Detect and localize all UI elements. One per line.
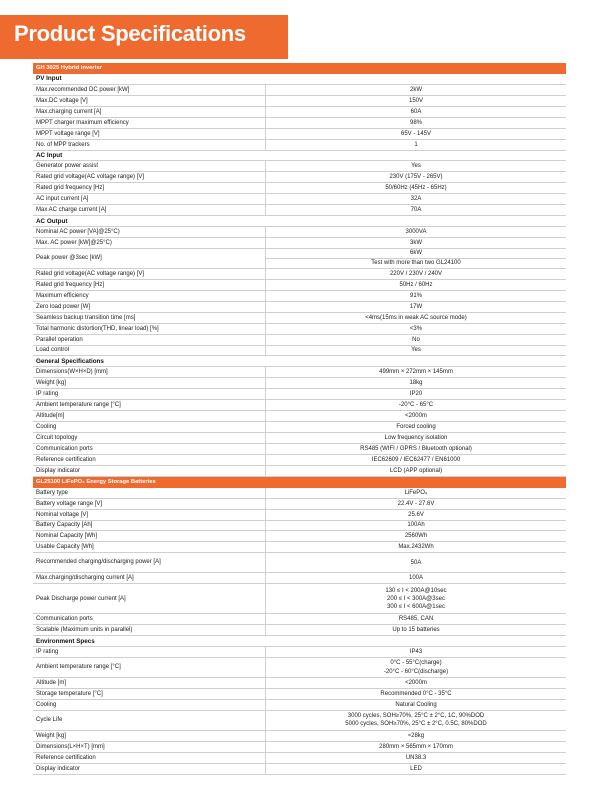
- inverter-section-header: GH 3025 Hybrid inverter: [33, 63, 566, 74]
- table-row: [33, 444, 566, 455]
- table-row: [33, 107, 566, 118]
- table-row: [33, 711, 566, 731]
- ac-output-rows-b: [33, 269, 566, 357]
- table-row: [33, 140, 566, 151]
- spec-label: IP rating: [33, 647, 266, 657]
- spec-value: 150V: [408, 97, 423, 104]
- environment-rows-b: [33, 731, 566, 775]
- spec-value: RS485 (WIFI / GPRS / Bluetooth optional): [360, 445, 472, 452]
- spec-label: Reference certification: [33, 455, 266, 465]
- spec-label: Max.DC voltage [V]: [33, 96, 266, 106]
- spec-value: LED: [410, 765, 422, 772]
- spec-value: 230V (175V - 265V): [389, 174, 443, 181]
- spec-label: Cooling: [33, 700, 266, 710]
- spec-value: 300 ≤ I < 600A@1sec: [387, 603, 445, 610]
- table-row: [33, 499, 566, 510]
- spec-value: <3%: [409, 325, 423, 332]
- spec-value: Up to 15 batteries: [392, 627, 440, 634]
- spec-label: Max. AC power [kW]@25°C): [33, 238, 266, 248]
- table-row: [33, 466, 566, 477]
- table-row: [33, 422, 566, 433]
- spec-value: 200 ≤ I < 300A@3sec: [387, 595, 445, 602]
- table-row: [33, 488, 566, 499]
- battery-rows-a: [33, 488, 566, 554]
- battery-rows-b: [33, 614, 566, 636]
- spec-label: Altitude[m]: [33, 411, 266, 421]
- table-row: [33, 367, 566, 378]
- spec-label: Max.charging/discharging current [A]: [33, 573, 266, 583]
- spec-value: 22.4V - 27.6V: [397, 500, 435, 507]
- table-row: [33, 573, 566, 584]
- table-row: [33, 584, 566, 614]
- spec-label: Rated grid frequency [Hz]: [33, 280, 266, 290]
- spec-label: Weight [kg]: [33, 378, 266, 388]
- table-row: [33, 129, 566, 140]
- spec-value: 25.6V: [408, 511, 424, 518]
- spec-label: Altitude [m]: [33, 678, 266, 688]
- spec-value: UN38.3: [405, 754, 427, 761]
- spec-label: Maximum efficiency: [33, 291, 266, 301]
- spec-value: -20°C - 60°C(discharge): [383, 668, 449, 675]
- spec-value: 65V - 145V: [400, 130, 432, 137]
- ac-output-rows-a: [33, 227, 566, 249]
- spec-value: 100Ah: [407, 522, 425, 529]
- table-row: [33, 531, 566, 542]
- table-row: [33, 118, 566, 129]
- table-row: [33, 411, 566, 422]
- spec-label: MPPT voltage range [V]: [33, 129, 266, 139]
- spec-label: Ambient temperature range [°C]: [33, 400, 266, 410]
- spec-value: Yes: [411, 163, 421, 170]
- spec-label: Total harmonic distortion(THD, linear load) [%]: [33, 324, 266, 334]
- spec-value: RS485, CAN: [398, 616, 434, 623]
- spec-value: Natural Cooling: [395, 701, 437, 708]
- spec-value: 2kW: [410, 86, 422, 93]
- spec-label: Cooling: [33, 422, 266, 432]
- spec-label: Dimensions(W×H×D) [mm]: [33, 367, 266, 377]
- spec-label: Display indicator: [33, 466, 266, 476]
- spec-label: Generator power assist: [33, 161, 266, 171]
- spec-label: Rated grid voltage(AC voltage range) [V]: [33, 172, 266, 182]
- spec-value-multi: [266, 584, 566, 613]
- table-row: [33, 96, 566, 107]
- table-row: [33, 269, 566, 280]
- table-row: [33, 227, 566, 238]
- spec-value: 280mm × 565mm × 170mm: [379, 743, 453, 750]
- spec-label: Display indicator: [33, 764, 266, 774]
- page-title: Product Specifications: [14, 21, 246, 46]
- spec-value: Yes: [411, 347, 421, 354]
- spec-value: 50Hz / 60Hz: [399, 281, 433, 288]
- table-row: [33, 302, 566, 313]
- spec-label: Weight [kg]: [33, 731, 266, 741]
- table-row: [33, 205, 566, 216]
- spec-value: 32A: [410, 196, 422, 203]
- spec-value: 220V / 230V / 240V: [389, 270, 443, 277]
- spec-value: Max.2432Wh: [398, 544, 434, 551]
- spec-label: Max.charging current [A]: [33, 107, 266, 117]
- table-row: [33, 183, 566, 194]
- table-row: [33, 249, 566, 269]
- spec-label: Circuit topology: [33, 433, 266, 443]
- spec-label: Usable Capacity [Wh]: [33, 542, 266, 552]
- spec-label: Storage temperature [°C]: [33, 689, 266, 699]
- spec-label: Peak power @3sec [kW]: [33, 249, 266, 268]
- spec-label: Zero load power [W]: [33, 302, 266, 312]
- spec-value-multi: [266, 658, 566, 677]
- spec-value: Low frequency isolation: [384, 434, 448, 441]
- general-rows: [33, 367, 566, 476]
- table-row: [33, 678, 566, 689]
- spec-value: 1: [414, 141, 418, 148]
- table-row: [33, 433, 566, 444]
- spec-label: Load control: [33, 346, 266, 356]
- table-row: [33, 194, 566, 205]
- table-row: [33, 455, 566, 466]
- spec-label: Ambient temperature range [°C]: [33, 658, 266, 677]
- spec-label: Rated grid frequency [Hz]: [33, 183, 266, 193]
- spec-label: Communication ports: [33, 614, 266, 624]
- spec-value: 2560Wh: [404, 533, 428, 540]
- table-row: [33, 85, 566, 96]
- spec-value-split: [266, 249, 566, 268]
- spec-value: 91%: [409, 292, 422, 299]
- spec-label: Dimensions(L×H×T) [mm]: [33, 742, 266, 752]
- spec-label: Battery Capacity [Ah]: [33, 521, 266, 531]
- table-row: [33, 542, 566, 553]
- spec-label: Max.recommended DC power [kW]: [33, 85, 266, 95]
- spec-value: LiFePO₄: [404, 489, 428, 496]
- spec-value: IEC62609 / IEC62477 / EN61000: [371, 456, 461, 463]
- spec-value: 6kW: [266, 249, 566, 259]
- ac-output-heading: AC Output: [33, 216, 566, 227]
- spec-label: Seamless backup transition time [ms]: [33, 313, 266, 323]
- table-row: [33, 689, 566, 700]
- table-row: [33, 161, 566, 172]
- table-row: [33, 400, 566, 411]
- table-row: [33, 553, 566, 573]
- spec-value: 70A: [410, 207, 422, 214]
- spec-value: ≈28kg: [407, 732, 425, 739]
- spec-value: Test with more than two GL24100: [371, 260, 461, 267]
- spec-value: 100A: [408, 575, 423, 582]
- spec-label: Communication ports: [33, 444, 266, 454]
- spec-value: -20°C - 65°C: [398, 402, 434, 409]
- spec-label: Parallel operation: [33, 335, 266, 345]
- table-row: [33, 291, 566, 302]
- table-row: [33, 346, 566, 357]
- spec-value: Forced cooling: [396, 424, 436, 431]
- table-row: [33, 324, 566, 335]
- spec-label: Battery type: [33, 488, 266, 498]
- spec-value: <2000m: [405, 679, 427, 686]
- spec-value: 0°C - 55°C(charge): [390, 660, 442, 667]
- spec-value-multi: [266, 711, 566, 730]
- spec-label: Recommended charging/discharging power [A]: [33, 553, 266, 572]
- table-row: [33, 625, 566, 636]
- table-row: [33, 521, 566, 532]
- pv-input-heading: PV Input: [33, 74, 566, 85]
- table-row: [33, 731, 566, 742]
- spec-value: Recommended 0°C - 35°C: [380, 690, 452, 697]
- table-row: [33, 280, 566, 291]
- table-row: [33, 658, 566, 678]
- table-row: [33, 510, 566, 521]
- title-banner: [0, 15, 288, 59]
- spec-label: No. of MPP trackers: [33, 140, 266, 150]
- table-row: [33, 172, 566, 183]
- spec-table: [33, 63, 566, 775]
- environment-heading: Environment Specs: [33, 636, 566, 647]
- spec-value: 50/60Hz (45Hz - 65Hz): [385, 185, 447, 192]
- table-row: [33, 378, 566, 389]
- table-row: [33, 753, 566, 764]
- spec-label: Nominal AC power [VA]@25°C): [33, 227, 266, 237]
- spec-value: IP43: [409, 649, 423, 656]
- spec-value: 3000VA: [405, 229, 427, 236]
- spec-label: Peak Discharge power current [A]: [33, 584, 266, 613]
- spec-value: IP20: [409, 391, 423, 398]
- spec-value: 18kg: [409, 380, 423, 387]
- spec-label: MPPT charger maximum efficiency: [33, 118, 266, 128]
- spec-value: <4ms(15ms in weak AC source mode): [365, 314, 467, 321]
- spec-label: AC input current [A]: [33, 194, 266, 204]
- spec-value: LCD (APP optional): [389, 467, 443, 474]
- spec-label: Max AC charge current [A]: [33, 205, 266, 215]
- table-row: [33, 614, 566, 625]
- general-specs-heading: General Specifications: [33, 356, 566, 367]
- spec-label: Nominal Capacity [Wh]: [33, 531, 266, 541]
- table-row: [33, 742, 566, 753]
- table-row: [33, 764, 566, 775]
- spec-value: 50A: [410, 559, 422, 566]
- spec-value: No: [412, 336, 420, 343]
- table-row: [33, 335, 566, 346]
- spec-label: Scalable (Maximum units in parallel): [33, 625, 266, 635]
- spec-value: 130 ≤ I < 200A@10sec: [385, 587, 447, 594]
- battery-section-header: GL25100 LiFePO₄ Energy Storage Batteries: [33, 477, 566, 488]
- spec-value: 3kW: [410, 239, 422, 246]
- spec-label: Battery voltage range [V]: [33, 499, 266, 509]
- ac-input-heading: AC Input: [33, 151, 566, 162]
- table-row: [33, 238, 566, 249]
- table-row: [33, 313, 566, 324]
- table-row: [33, 700, 566, 711]
- spec-value: 98%: [409, 119, 422, 126]
- pv-input-rows: [33, 85, 566, 151]
- spec-value: 499mm × 272mm × 145mm: [379, 369, 453, 376]
- spec-value: 17W: [409, 303, 423, 310]
- spec-label: Rated grid voltage(AC voltage range) [V]: [33, 269, 266, 279]
- spec-label: Reference certification: [33, 753, 266, 763]
- table-row: [33, 647, 566, 658]
- spec-value: 5000 cycles, SOH≥70%, 25°C ± 2°C, 0.5C, 80%DOD: [345, 721, 487, 728]
- spec-label: Cycle Life: [33, 711, 266, 730]
- ac-input-rows: [33, 161, 566, 216]
- spec-label: Nominal voltage [V]: [33, 510, 266, 520]
- spec-value: <2000m: [405, 413, 427, 420]
- spec-value: 60A: [410, 108, 422, 115]
- table-row: [33, 389, 566, 400]
- spec-value: 3000 cycles, SOH≥70%, 25°C ± 2°C, 1C, 90%DOD: [347, 713, 485, 720]
- spec-label: IP rating: [33, 389, 266, 399]
